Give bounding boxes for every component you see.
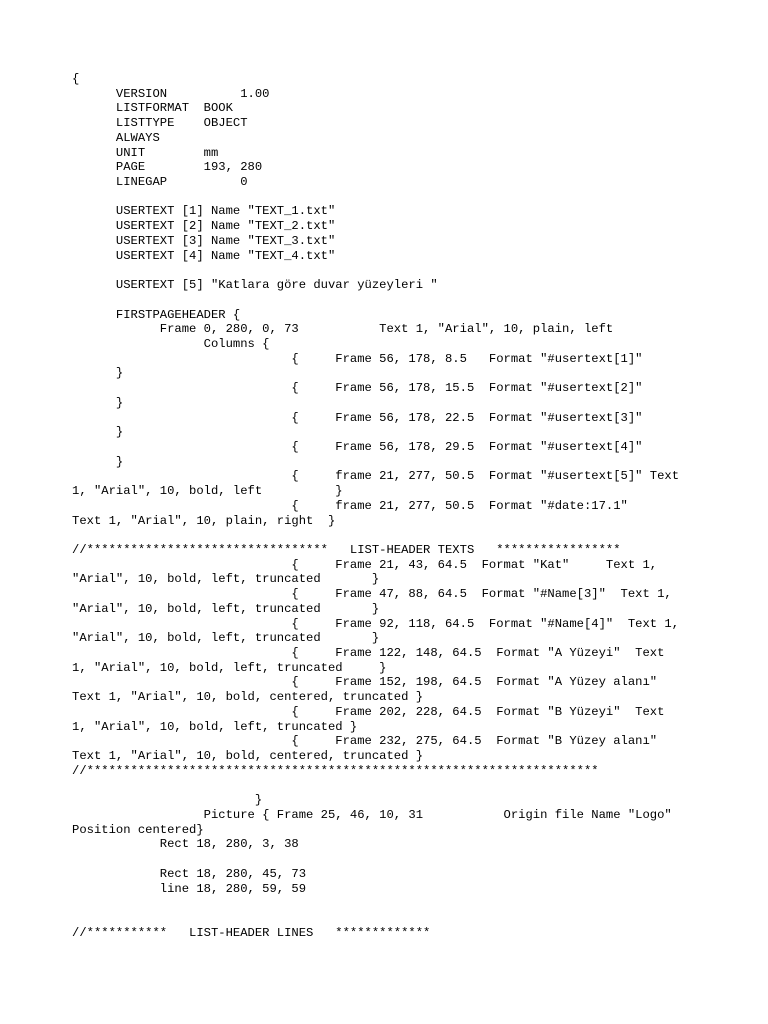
text-line: USERTEXT [5] "Katlara göre duvar yüzeyleri "	[72, 278, 438, 293]
text-line: { Frame 56, 178, 8.5 Format "#usertext[1]"	[72, 351, 643, 366]
text-line: UNIT mm	[72, 145, 219, 160]
text-line: "Arial", 10, bold, left, truncated }	[72, 572, 380, 587]
text-line	[72, 911, 712, 926]
text-line: Position centered}	[72, 822, 204, 837]
text-line: ALWAYS	[72, 130, 160, 145]
text-line: { Frame 47, 88, 64.5 Format "#Name[3]" Text 1,	[72, 587, 672, 602]
text-line: 1, "Arial", 10, bold, left, truncated }	[72, 719, 358, 734]
text-line: { Frame 202, 228, 64.5 Format "B Yüzeyi" Text	[72, 704, 665, 719]
text-line: }	[72, 793, 263, 808]
text-line: Rect 18, 280, 3, 38	[72, 837, 299, 852]
text-line: USERTEXT [4] Name "TEXT_4.txt"	[72, 248, 336, 263]
text-line: { Frame 21, 43, 64.5 Format "Kat" Text 1,	[72, 557, 658, 572]
text-line: { Frame 232, 275, 64.5 Format "B Yüzey alanı"	[72, 734, 658, 749]
text-line: { Frame 92, 118, 64.5 Format "#Name[4]" Text 1,	[72, 616, 680, 631]
text-line: LISTTYPE OBJECT	[72, 116, 248, 131]
text-line: { Frame 56, 178, 22.5 Format "#usertext[3]"	[72, 410, 643, 425]
text-line: //*********** LIST-HEADER LINES *************	[72, 925, 431, 940]
text-line: }	[72, 395, 124, 410]
text-line: { Frame 56, 178, 29.5 Format "#usertext[4]"	[72, 439, 643, 454]
text-line	[72, 779, 712, 794]
text-line	[72, 852, 712, 867]
text-line: USERTEXT [1] Name "TEXT_1.txt"	[72, 204, 336, 219]
text-line: PAGE 193, 280	[72, 160, 263, 175]
text-line: Picture { Frame 25, 46, 10, 31 Origin file Name "Logo"	[72, 807, 672, 822]
text-line: { frame 21, 277, 50.5 Format "#usertext[5]" Text	[72, 469, 680, 484]
text-line: }	[72, 454, 124, 469]
text-line: LISTFORMAT BOOK	[72, 101, 233, 116]
text-line: }	[72, 425, 124, 440]
text-line: { Frame 122, 148, 64.5 Format "A Yüzeyi" Text	[72, 646, 665, 661]
document-text	[72, 72, 712, 940]
text-line: "Arial", 10, bold, left, truncated }	[72, 631, 380, 646]
text-line: //********************************* LIST-HEADER TEXTS *****************	[72, 543, 621, 557]
text-line: 1, "Arial", 10, bold, left, truncated }	[72, 660, 387, 675]
text-line: FIRSTPAGEHEADER {	[72, 307, 241, 322]
text-line: Columns {	[72, 336, 270, 351]
text-line: { frame 21, 277, 50.5 Format "#date:17.1"	[72, 498, 628, 513]
text-line: LINEGAP 0	[72, 175, 248, 190]
text-line	[72, 896, 712, 911]
text-line: }	[72, 366, 124, 381]
text-line: Frame 0, 280, 0, 73 Text 1, "Arial", 10, plain, left	[72, 322, 614, 337]
text-line: 1, "Arial", 10, bold, left }	[72, 484, 343, 499]
text-line: Text 1, "Arial", 10, plain, right }	[72, 513, 336, 528]
text-line: USERTEXT [2] Name "TEXT_2.txt"	[72, 219, 336, 234]
text-line: VERSION 1.00	[72, 86, 270, 101]
text-line: Text 1, "Arial", 10, bold, centered, truncated }	[72, 749, 424, 764]
text-line: { Frame 56, 178, 15.5 Format "#usertext[2]"	[72, 381, 643, 396]
text-line	[72, 190, 712, 205]
text-line: "Arial", 10, bold, left, truncated }	[72, 601, 380, 616]
text-line: { Frame 152, 198, 64.5 Format "A Yüzey alanı"	[72, 675, 658, 690]
text-line: Rect 18, 280, 45, 73	[72, 866, 307, 881]
text-line: line 18, 280, 59, 59	[72, 881, 307, 896]
text-line	[72, 528, 712, 543]
text-line: Text 1, "Arial", 10, bold, centered, truncated }	[72, 690, 424, 705]
text-line: {	[72, 72, 80, 86]
text-line	[72, 293, 712, 308]
text-line: USERTEXT [3] Name "TEXT_3.txt"	[72, 233, 336, 248]
text-line: //**********************************************************************	[72, 763, 599, 778]
text-line	[72, 263, 712, 278]
